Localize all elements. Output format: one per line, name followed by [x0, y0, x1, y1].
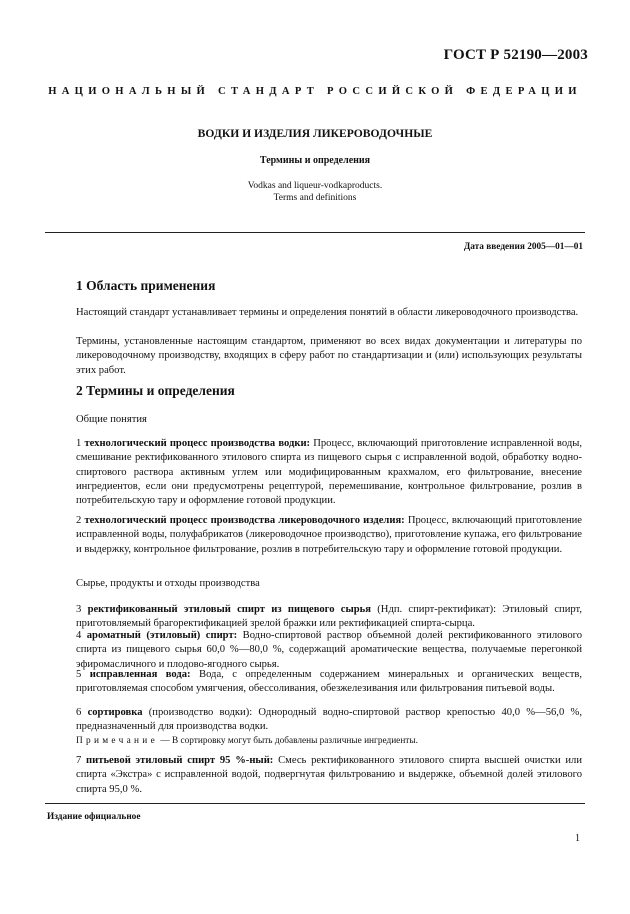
term-2-name: технологический процесс производства ликероводочного изделия:	[84, 515, 405, 526]
english-subtitle: Terms and definitions	[273, 193, 357, 203]
term-4-number: 4	[76, 630, 82, 641]
note	[76, 736, 418, 746]
term-3	[76, 603, 582, 632]
section-1-paragraph-1-text: Настоящий стандарт устанавливает термины и определения понятий в области ликероводочного производства.	[76, 307, 579, 318]
term-4-definition: Водно-спиртовой раствор объемной долей ректификованного этилового спирта из пищевого сырья 60,0 %—80,0 %, содержащий ароматические вещества, получаемые перегонкой эфиромасличного и плодово-ягодного сырья.	[76, 630, 583, 670]
term-5	[76, 668, 582, 697]
term-5-definition: Вода, с определенным содержанием минеральных и органических веществ, приготовляемая способом умягчения, обессоливания, обезжелезивания или фильтрования питьевой воды.	[76, 669, 582, 695]
section-2-heading: 2 Термины и определения	[76, 383, 235, 398]
section-1-heading: 1 Область применения	[76, 278, 216, 293]
term-2-definition: Процесс, включающий приготовление исправленной воды, полуфабрикатов (ликероводочное производство), приготовление купажа, его фильтрование и выдержку, контрольное фильтрование, розлив в потребительскую тару и оформление готовой продукции.	[76, 515, 582, 555]
term-7-name: питьевой этиловый спирт 95 %-ный:	[86, 755, 274, 766]
term-3-definition: (Ндп. спирт-ректификат): Этиловый спирт, приготовляемый брагоректификацией зрелой бражки или ректификацией спирта-сырца.	[76, 604, 583, 630]
term-3-number: 3	[76, 604, 82, 615]
term-1	[76, 437, 582, 508]
section-1-paragraph-1	[76, 306, 582, 320]
term-6-name: сортировка	[87, 707, 143, 718]
introduction-date: Дата введения 2005—01—01	[463, 242, 583, 252]
document-subtitle: Термины и определения	[259, 155, 371, 166]
term-4-name: ароматный (этиловый) спирт:	[86, 630, 238, 641]
term-1-name: технологический процесс производства водки:	[84, 438, 311, 449]
term-7-definition: Смесь ректификованного этилового спирта высшей очистки или спирта «Экстра» с исправленной водой, подвергнутая фильтрованию и выдержке, объемной долей этилового спирта 95,0 %.	[76, 755, 582, 795]
bottom-rule	[45, 803, 585, 804]
term-3-name: ректификованный этиловый спирт из пищевого сырья	[87, 604, 371, 615]
term-5-name: исправленная вода:	[89, 669, 191, 680]
standard-number: ГОСТ Р 52190—2003	[443, 47, 588, 63]
english-title: Vodkas and liqueur-vodkaproducts.	[247, 181, 383, 191]
term-6	[76, 706, 582, 735]
term-2-number: 2	[76, 515, 82, 526]
note-text: — В сортировку могут быть добавлены различные ингредиенты.	[160, 736, 418, 746]
term-2	[76, 514, 582, 557]
term-6-number: 6	[76, 707, 82, 718]
section-1-paragraph-2-text: Термины, установленные настоящим стандартом, применяют во всех видах документации и литературы по ликероводочному производству, входящих в сферу работ по стандартизации и (или) использующих результаты этих работ.	[76, 336, 582, 376]
term-6-definition: (производство водки): Однородный водно-спиртовой раствор крепостью 40,0 %—56,0 %, предназначенный для производства водки.	[76, 707, 582, 733]
term-1-number: 1	[76, 438, 82, 449]
note-label: Примечание	[76, 736, 158, 746]
national-standard-banner: НАЦИОНАЛЬНЫЙ СТАНДАРТ РОССИЙСКОЙ ФЕДЕРАЦИИ	[48, 86, 582, 97]
document-title: ВОДКИ И ИЗДЕЛИЯ ЛИКЕРОВОДОЧНЫЕ	[197, 127, 433, 140]
general-concepts-subheading: Общие понятия	[76, 414, 147, 425]
edition-label: Издание официальное	[47, 812, 141, 822]
term-7	[76, 754, 582, 797]
raw-materials-subheading: Сырье, продукты и отходы производства	[76, 578, 260, 589]
term-1-definition: Процесс, включающий приготовление исправленной воды, смешивание ректификованного этилового спирта из пищевого сырья с исправленной водой, обработку водно-спиртового раствора активным углем или модифицированным крахмалом, его фильтрование, внесение ингредиентов, если они предусмотрены рецептурой, перемешивание, контрольное фильтрование, розлив в потребительскую тару и оформление готовой продукции.	[76, 438, 582, 507]
term-4	[76, 629, 582, 672]
term-7-number: 7	[76, 755, 82, 766]
term-5-number: 5	[76, 669, 82, 680]
top-rule	[45, 232, 585, 233]
page-number: 1	[575, 833, 580, 844]
section-1-paragraph-2	[76, 335, 582, 378]
